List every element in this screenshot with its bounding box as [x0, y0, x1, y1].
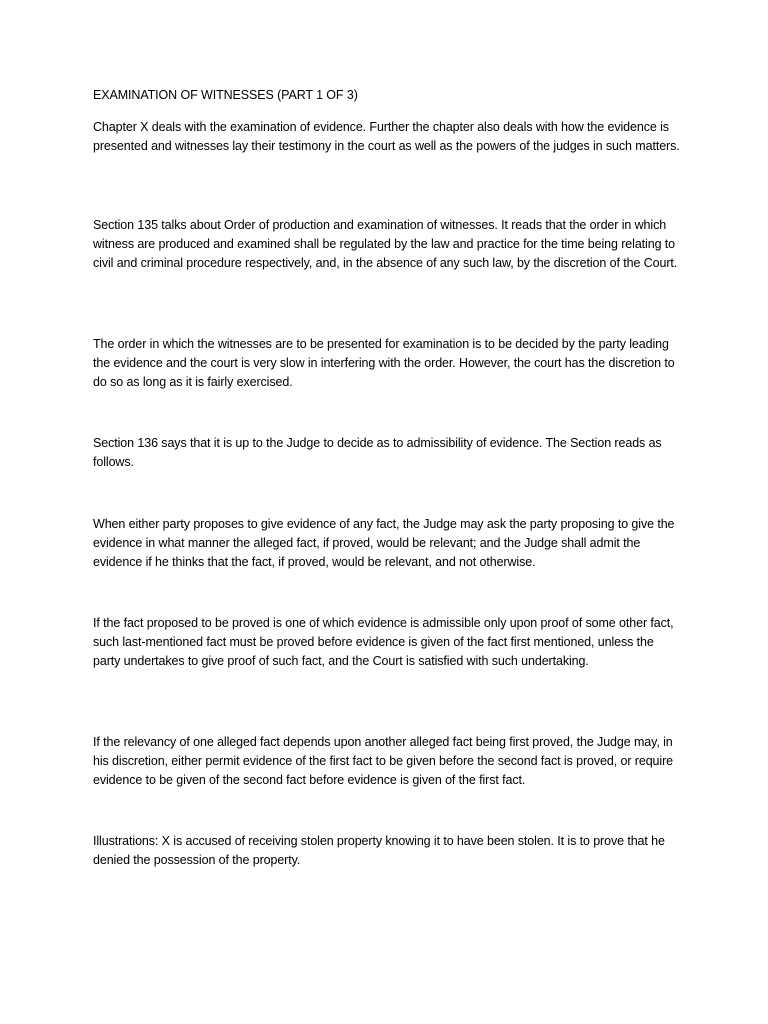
paragraph-illustrations: Illustrations: X is accused of receiving stolen property knowing it to have been stolen. It is to prove that he denied the possession of the property.	[93, 834, 665, 867]
document-title: EXAMINATION OF WITNESSES (PART 1 OF 3)	[93, 88, 358, 102]
paragraph-judge-admissibility: When either party proposes to give evidence of any fact, the Judge may ask the party proposing to give the evidence in what manner the alleged fact, if proved, would be relevant; and the Judge shall admit the evidence if he thinks that the fact, if proved, would be relevant, and not otherwise.	[93, 517, 675, 569]
paragraph-chapter-x: Chapter X deals with the examination of evidence. Further the chapter also deals with how the evidence is presented and witnesses lay their testimony in the court as well as the powers of the judges in such matters.	[93, 120, 680, 153]
paragraph-order-of-witnesses: The order in which the witnesses are to be presented for examination is to be decided by the party leading the evidence and the court is very slow in interfering with the order. However, the court has the discretion to do so as long as it is fairly exercised.	[93, 337, 675, 389]
paragraph-section-136: Section 136 says that it is up to the Judge to decide as to admissibility of evidence. The Section reads as follows.	[93, 436, 662, 469]
paragraph-section-135: Section 135 talks about Order of production and examination of witnesses. It reads that the order in which witness are produced and examined shall be regulated by the law and practice for the time being relating to civil and criminal procedure respectively, and, in the absence of any such law, by the discretion of the Court.	[93, 218, 678, 270]
paragraph-proof-of-other-fact: If the fact proposed to be proved is one of which evidence is admissible only upon proof of some other fact, such last-mentioned fact must be proved before evidence is given of the fact first mentioned, unless the party undertakes to give proof of such fact, and the Court is satisfied with such undertaking.	[93, 616, 674, 668]
paragraph-relevancy-dependency: If the relevancy of one alleged fact depends upon another alleged fact being first proved, the Judge may, in his discretion, either permit evidence of the first fact to be given before the second fact is proved, or require evidence to be given of the second fact before evidence is given of the first fact.	[93, 735, 673, 787]
